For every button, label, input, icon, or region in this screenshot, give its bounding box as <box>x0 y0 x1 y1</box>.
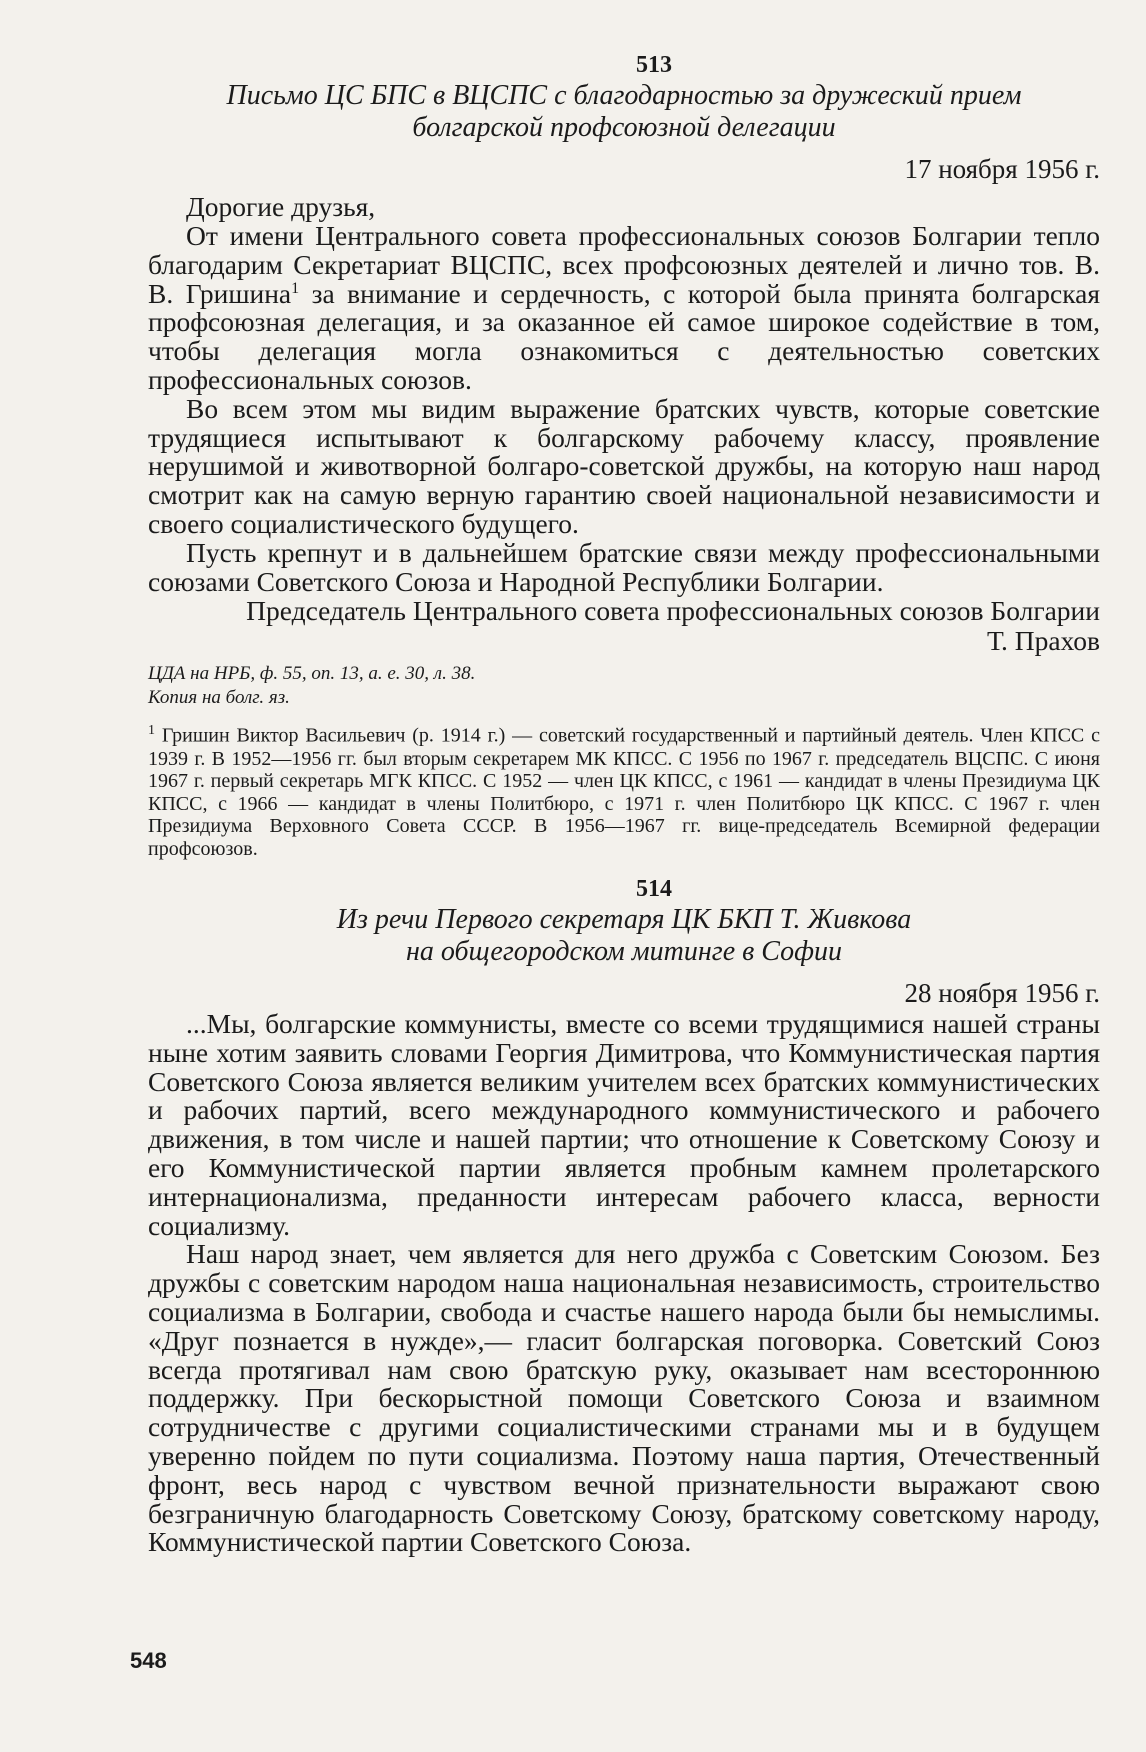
paragraph: Во всем этом мы видим выражение братских чувств, которые советские трудящиеся испытывают к болгарскому рабочему классу, проявление нерушимой и животворной болгаро-советской дружбы, на которую наш народ смотрит как на самую верную гарантию своей национальной независимости и своего социалистического будущего. <box>148 392 1100 539</box>
signer-name: Т. Прахов <box>986 625 1100 657</box>
archive-source <box>148 662 1100 710</box>
signature-title: Председатель Центрального совета профессиональных союзов Болгарии <box>246 595 1100 627</box>
paragraph: Пусть крепнут и в дальнейшем братские связи между профессиональными союзами Советского Союза и Народной Республики Болгарии. <box>148 536 1100 597</box>
footnote-mark: 1 <box>148 723 155 739</box>
document-number: 514 <box>636 876 672 903</box>
page-number: 548 <box>130 1648 167 1673</box>
footnote-reference: 1 <box>291 279 300 297</box>
title-line: Из речи Первого секретаря ЦК БКП Т. Живкова <box>336 904 912 936</box>
document-number: 513 <box>636 52 672 78</box>
title-line: болгарской профсоюзной делегации <box>412 112 836 143</box>
title-line: на общегородском митинге в Софии <box>405 936 843 968</box>
source-line: ЦДА на НРБ, ф. 55, оп. 13, а. е. 30, л. 38. <box>148 663 476 685</box>
document-date: 17 ноября 1956 г. <box>904 154 1100 184</box>
document-date: 28 ноября 1956 г. <box>904 978 1100 1009</box>
paragraph <box>148 222 1100 395</box>
paragraph-text: за внимание и сердечность, с которой была принята болгарская профсоюзная делегация, и за оказанное ей самое широкое содействие в том, чтобы делегация могла ознакомиться с деятельностью советских профессиональных союзов. <box>148 277 1101 395</box>
document-title <box>148 904 1100 968</box>
source-line: Копия на болг. яз. <box>148 687 290 709</box>
footnote <box>148 720 1100 860</box>
paragraph: Наш народ знает, чем является для него дружба с Советским Союзом. Без дружбы с советским народом наша национальная независимость, строительство социализма в Болгарии, свобода и счастье нашего народа были бы немыслимы. «Друг познается в нужде»,— гласит болгарская поговорка. Советский Союз всегда протягивал нам свою братскую руку, оказывает нам всестороннюю поддержку. При бескорыстной помощи Советского Союза и взаимном сотрудничестве с другими социалистическими странами мы и в будущем уверенно пойдем по пути социализма. Поэтому наша партия, Отечественный фронт, весь народ с чувством вечной признательности выражают свою безграничную благодарность Советскому Союзу, братскому советскому народу, Коммунистической партии Советского Союза. <box>148 1238 1100 1558</box>
document-title <box>148 80 1100 144</box>
footnote-text: Гришин Виктор Васильевич (р. 1914 г.) — советский государственный и партийный деятель. Член КПСС с 1939 г. В 1952—1956 гг. был вторым секретарем МК КПСС. С 1956 по 1967 г. председатель ВЦСПС. С июня 1967 г. первый секретарь МГК КПСС. С 1952 — член ЦК КПСС, с 1961 — кандидат в члены Президиума ЦК КПСС, с 1966 — кандидат в члены Политбюро, с 1971 г. член Политбюро ЦК КПСС. С 1967 г. член Президиума Верховного Совета СССР. В 1956—1967 гг. вице-председатель Всемирной федерации профсоюзов. <box>148 725 1101 860</box>
paragraph-text: От имени Центрального совета профессиональных союзов Болгарии тепло благодарим Секретариат ВЦСПС, всех профсоюзных деятелей и лично тов. В. В. Гришина <box>148 220 1100 309</box>
salutation: Дорогие друзья, <box>186 191 376 222</box>
title-line: Письмо ЦС БПС в ВЦСПС с благодарностью за дружеский прием <box>226 80 1022 111</box>
page-content <box>148 50 1100 1557</box>
paragraph: ...Мы, болгарские коммунисты, вместе со всеми трудящимися нашей страны ныне хотим заявить словами Георгия Димитрова, что Коммунистическая партия Советского Союза является великим учителем всех братских коммунистических и рабочих партий, всего международного коммунистического и рабочего движения, в том числе и нашей партии; что отношение к Советскому Союзу и его Коммунистической партии является пробным камнем пролетарского интернационализма, преданности интересам рабочего класса, верности социализму. <box>148 1008 1100 1241</box>
